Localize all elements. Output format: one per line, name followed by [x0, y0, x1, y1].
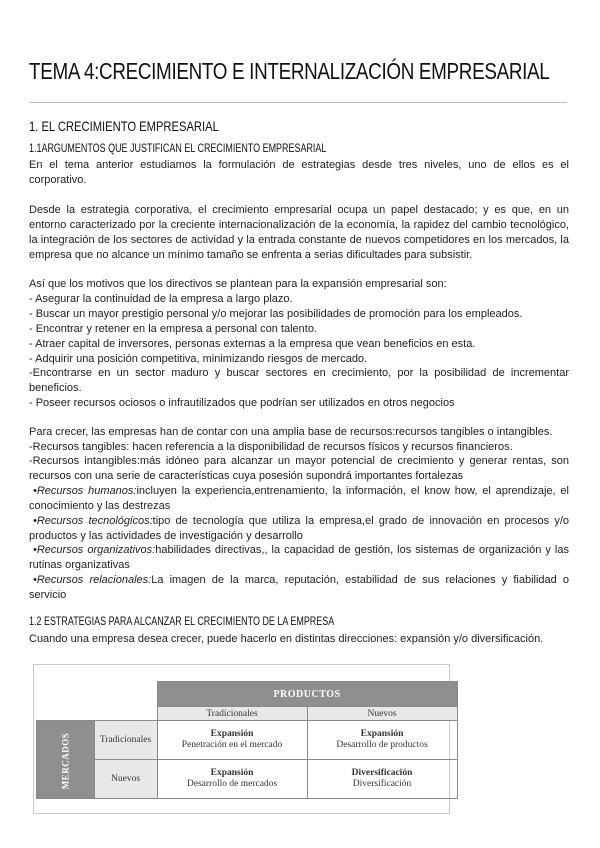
cell-title: Diversificación — [351, 768, 413, 778]
matrix-col-header: Tradicionales — [157, 707, 307, 721]
text-line: En el tema anterior estudiamos la formulación de estrategias desde tres niveles, uno de ellos es el — [29, 159, 569, 171]
matrix-cell — [157, 721, 307, 760]
title-divider — [29, 102, 567, 103]
text-line: corporativo. — [29, 174, 87, 186]
text-line: entorno caracterizado por la creciente internacionalización de la economía, la rapidez del cambio tecnológico, — [29, 219, 569, 231]
text-line: rutinas organizativas — [29, 559, 130, 571]
list-item: beneficios. — [29, 382, 82, 394]
list-item: - Encontrar y retener en la empresa a personal con talento. — [29, 323, 317, 335]
list-item: - Buscar un mayor prestigio personal y/o mejorar las posibilidades de promoción para los empleados. — [29, 308, 523, 320]
list-item: -Encontrarse en un sector maduro y buscar sectores en crecimiento, por la posibilidad de incrementar — [29, 367, 569, 379]
resource-item — [33, 484, 569, 499]
matrix-col-header: Nuevos — [307, 707, 457, 721]
resource-item — [33, 573, 569, 588]
text-line: productos y las actividades de investigación y desarrollo — [29, 530, 303, 542]
cell-subtitle: Diversificación — [352, 779, 412, 789]
text-line: recursos con una serie de características cuya posesión supondrá importantes fortalezas — [29, 470, 464, 482]
section-heading: 1. EL CRECIMIENTO EMPRESARIAL — [29, 118, 219, 134]
text-line: servicio — [29, 589, 67, 601]
cell-title: Expansión — [210, 768, 254, 778]
page-title: TEMA 4:CRECIMIENTO E INTERNALIZACIÓN EMPRESARIAL — [29, 58, 550, 84]
subsection-heading: 1.1ARGUMENTOS QUE JUSTIFICAN EL CRECIMIENTO EMPRESARIAL — [29, 143, 327, 155]
list-item: - Adquirir una posición competitiva, minimizando riesgos de mercado. — [29, 353, 368, 365]
matrix-cell — [307, 760, 457, 799]
text-line: -Recursos intangibles:más idóneo para alcanzar un mayor potencial de crecimiento y generar rentas, son — [29, 455, 569, 467]
matrix-cell — [157, 760, 307, 799]
resource-text: tipo de tecnología que utiliza la empresa,el grado de innovación en procesos y/o — [152, 515, 569, 527]
matrix-cell — [307, 721, 457, 760]
resource-term: •Recursos organizativos: — [33, 544, 156, 556]
text-line: Así que los motivos que los directivos se plantean para la expansión empresarial son: — [29, 278, 447, 290]
cell-subtitle: Desarrollo de mercados — [186, 779, 278, 789]
resource-item — [33, 543, 569, 558]
matrix-mercados-label: MERCADOS — [60, 732, 71, 789]
matrix-row-header: Nuevos — [94, 760, 157, 799]
matrix-row-header: Tradicionales — [94, 721, 157, 760]
resource-item — [33, 514, 569, 529]
resource-term: •Recursos humanos: — [33, 485, 137, 497]
cell-subtitle: Desarrollo de productos — [336, 740, 428, 750]
list-item: - Asegurar la continuidad de la empresa a largo plazo. — [29, 293, 293, 305]
text-line: la integración de los sectores de actividad y la entrada constante de nuevos competidores en los mercados, la — [29, 234, 569, 246]
text-line: Para crecer, las empresas han de contar con una amplia base de recursos:recursos tangibles o intangibles. — [29, 426, 553, 438]
text-line: -Recursos tangibles: hacen referencia a la disponibilidad de recursos físicos y recursos financieros. — [29, 441, 513, 453]
cell-title: Expansión — [360, 729, 404, 739]
resource-text: habilidades directivas,, la capacidad de gestión, los sistemas de organización y las — [155, 544, 569, 556]
text-line: empresa que no alcance un mínimo tamaño se enfrenta a serias dificultades para subsistir. — [29, 249, 473, 261]
matrix-productos-header: PRODUCTOS — [157, 682, 457, 707]
text-line: conocimiento y las destrezas — [29, 500, 171, 512]
list-item: - Atraer capital de inversores, personas externas a la empresa que vean beneficios en esta. — [29, 338, 476, 350]
growth-matrix — [36, 681, 458, 799]
cell-subtitle: Penetración en el mercado — [181, 740, 283, 750]
subsection-heading: 1.2 ESTRATEGIAS PARA ALCANZAR EL CRECIMIENTO DE LA EMPRESA — [29, 616, 335, 628]
resource-text: La imagen de la marca, reputación, estabilidad de sus relaciones y fiabilidad o — [151, 574, 570, 586]
text-line: Desde la estrategia corporativa, el crecimiento empresarial ocupa un papel destacado; y es que, en un — [29, 204, 569, 216]
resource-text: incluyen la experiencia,entrenamiento, la información, el know how, el aprendizaje, el — [136, 485, 569, 497]
list-item: - Poseer recursos ociosos o infrautilizados que podrían ser utilizados en otros negocios — [29, 397, 455, 409]
resource-term: •Recursos relacionales: — [33, 574, 152, 586]
resource-term: •Recursos tecnológicos: — [33, 515, 153, 527]
text-line: Cuando una empresa desea crecer, puede hacerlo en distintas direcciones: expansión y/o diversificación. — [29, 633, 544, 645]
matrix-mercados-header — [37, 721, 95, 799]
cell-title: Expansión — [210, 729, 254, 739]
